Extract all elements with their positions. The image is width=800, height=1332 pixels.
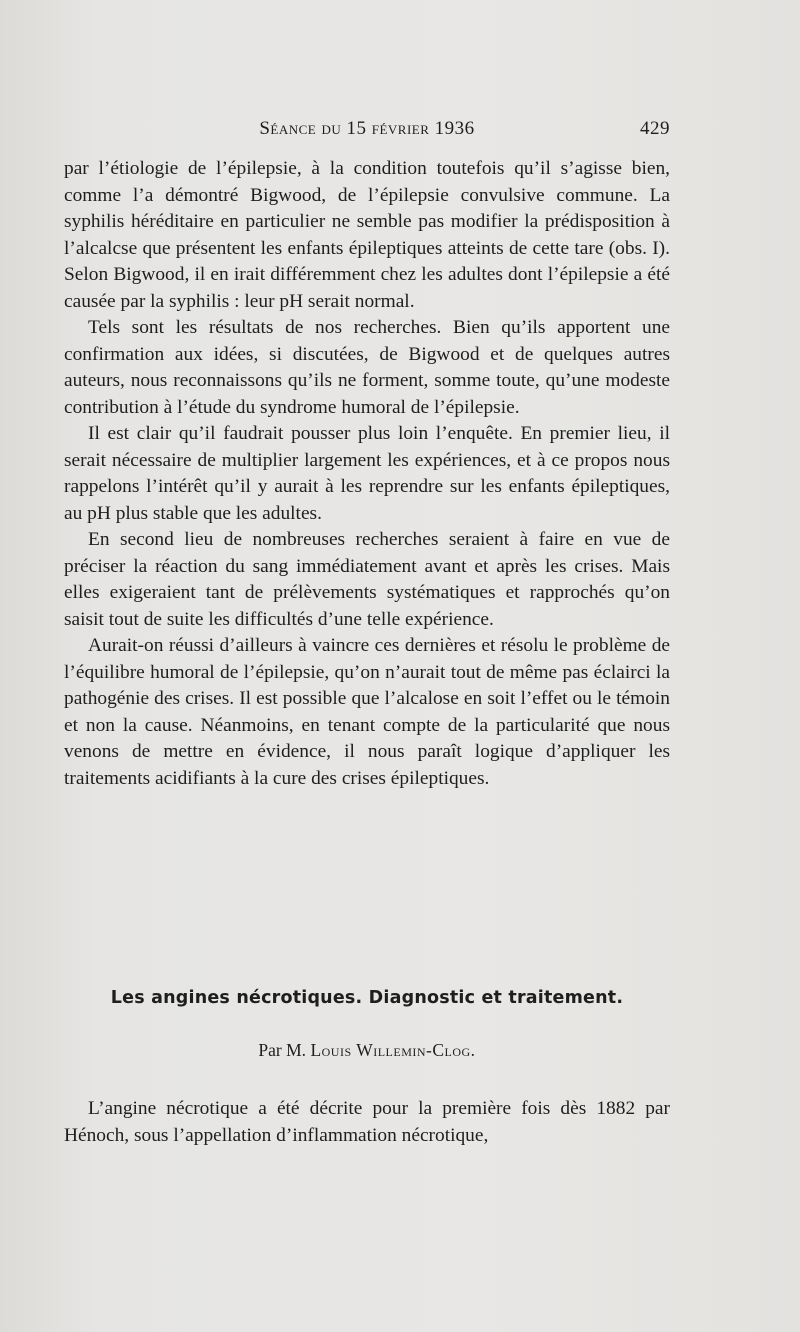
byline-prefix: Par M.: [258, 1040, 307, 1060]
author-byline: [64, 1040, 670, 1061]
paragraph: Il est clair qu’il faudrait pousser plus loin l’enquête. En premier lieu, il serait nécessaire de multiplier largement les expériences, et à ce propos nous rappelons l’intérêt qu’il y aurait à les reprendre sur les enfants épileptiques, au pH plus stable que les adultes.: [64, 423, 670, 524]
paragraph-continued: par l’étiologie de l’épilepsie, à la condition toutefois qu’il s’agisse bien, comme l’a démontré Bigwood, de l’épilepsie convulsive commune. La syphilis héréditaire en particulier ne semble pas modifier la prédisposition à l’alcalcse que présentent les enfants épileptiques atteints de cette tare (obs. I). Selon Bigwood, il en irait différemment chez les adultes dont l’épilepsie a été causée par la syphilis : leur pH serait normal.: [64, 158, 670, 312]
section-title: Les angines nécrotiques. Diagnostic et traitement.: [110, 988, 624, 1008]
paragraph: Tels sont les résultats de nos recherches. Bien qu’ils apportent une confirmation aux idées, si discutées, de Bigwood et de quelques autres auteurs, nous reconnaissons qu’ils ne forment, somme toute, qu’une modeste contribution à l’étude du syndrome humoral de l’épilepsie.: [64, 317, 670, 418]
paragraph: En second lieu de nombreuses recherches seraient à faire en vue de préciser la réaction du sang immédiatement avant et après les crises. Mais elles exigeraient tant de prélèvements systématiques et rapprochés qu’on saisit tout de suite les difficultés d’une telle expérience.: [64, 529, 670, 630]
byline-author: Louis Willemin-Clog.: [310, 1040, 476, 1060]
running-head: [64, 118, 670, 146]
main-text: [64, 156, 670, 792]
paragraph: L’angine nécrotique a été décrite pour la première fois dès 1882 par Hénoch, sous l’appellation d’inflammation nécrotique,: [64, 1098, 670, 1146]
section-text: [64, 1096, 670, 1149]
running-title: Séance du 15 février 1936: [259, 118, 475, 139]
page-number: 429: [640, 118, 670, 139]
paragraph: Aurait-on réussi d’ailleurs à vaincre ces dernières et résolu le problème de l’équilibre humoral de l’épilepsie, qu’on n’aurait tout de même pas éclairci la pathogénie des crises. Il est possible que l’alcalose en soit l’effet ou le témoin et non la cause. Néanmoins, en tenant compte de la particularité que nous venons de mettre en évidence, il nous paraît logique d’appliquer les traitements acidifiants à la cure des crises épileptiques.: [64, 635, 670, 789]
